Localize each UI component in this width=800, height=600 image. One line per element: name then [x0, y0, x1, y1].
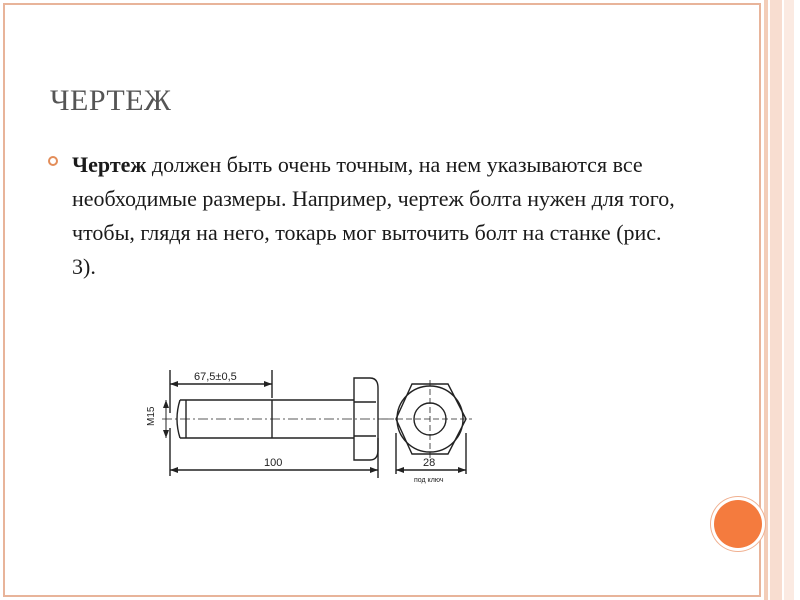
- paragraph-text: должен быть очень точным, на нем указываются все необходимые размеры. Например, чертеж болта нужен для того, чтобы, глядя на него, токарь мог выточить болт на станке (рис. 3).: [72, 152, 675, 279]
- decor-circle: [714, 500, 762, 548]
- bolt-drawing: [138, 358, 478, 486]
- thread-length-label: 67,5±0,5: [194, 371, 237, 383]
- thread-size-label: M15: [146, 406, 157, 426]
- key-size-label: 28: [423, 457, 436, 469]
- decor-stripe: [764, 0, 768, 600]
- slide-title: ЧЕРТЕЖ: [50, 84, 172, 117]
- slide-body: [72, 148, 682, 284]
- decor-stripe: [784, 0, 794, 600]
- bolt-drawing-svg: [138, 358, 478, 486]
- key-note-label: под ключ: [414, 477, 444, 484]
- decor-stripe: [770, 0, 782, 600]
- bullet-icon: [48, 156, 58, 166]
- bold-term: Чертеж: [72, 152, 147, 177]
- total-length-label: 100: [264, 457, 283, 469]
